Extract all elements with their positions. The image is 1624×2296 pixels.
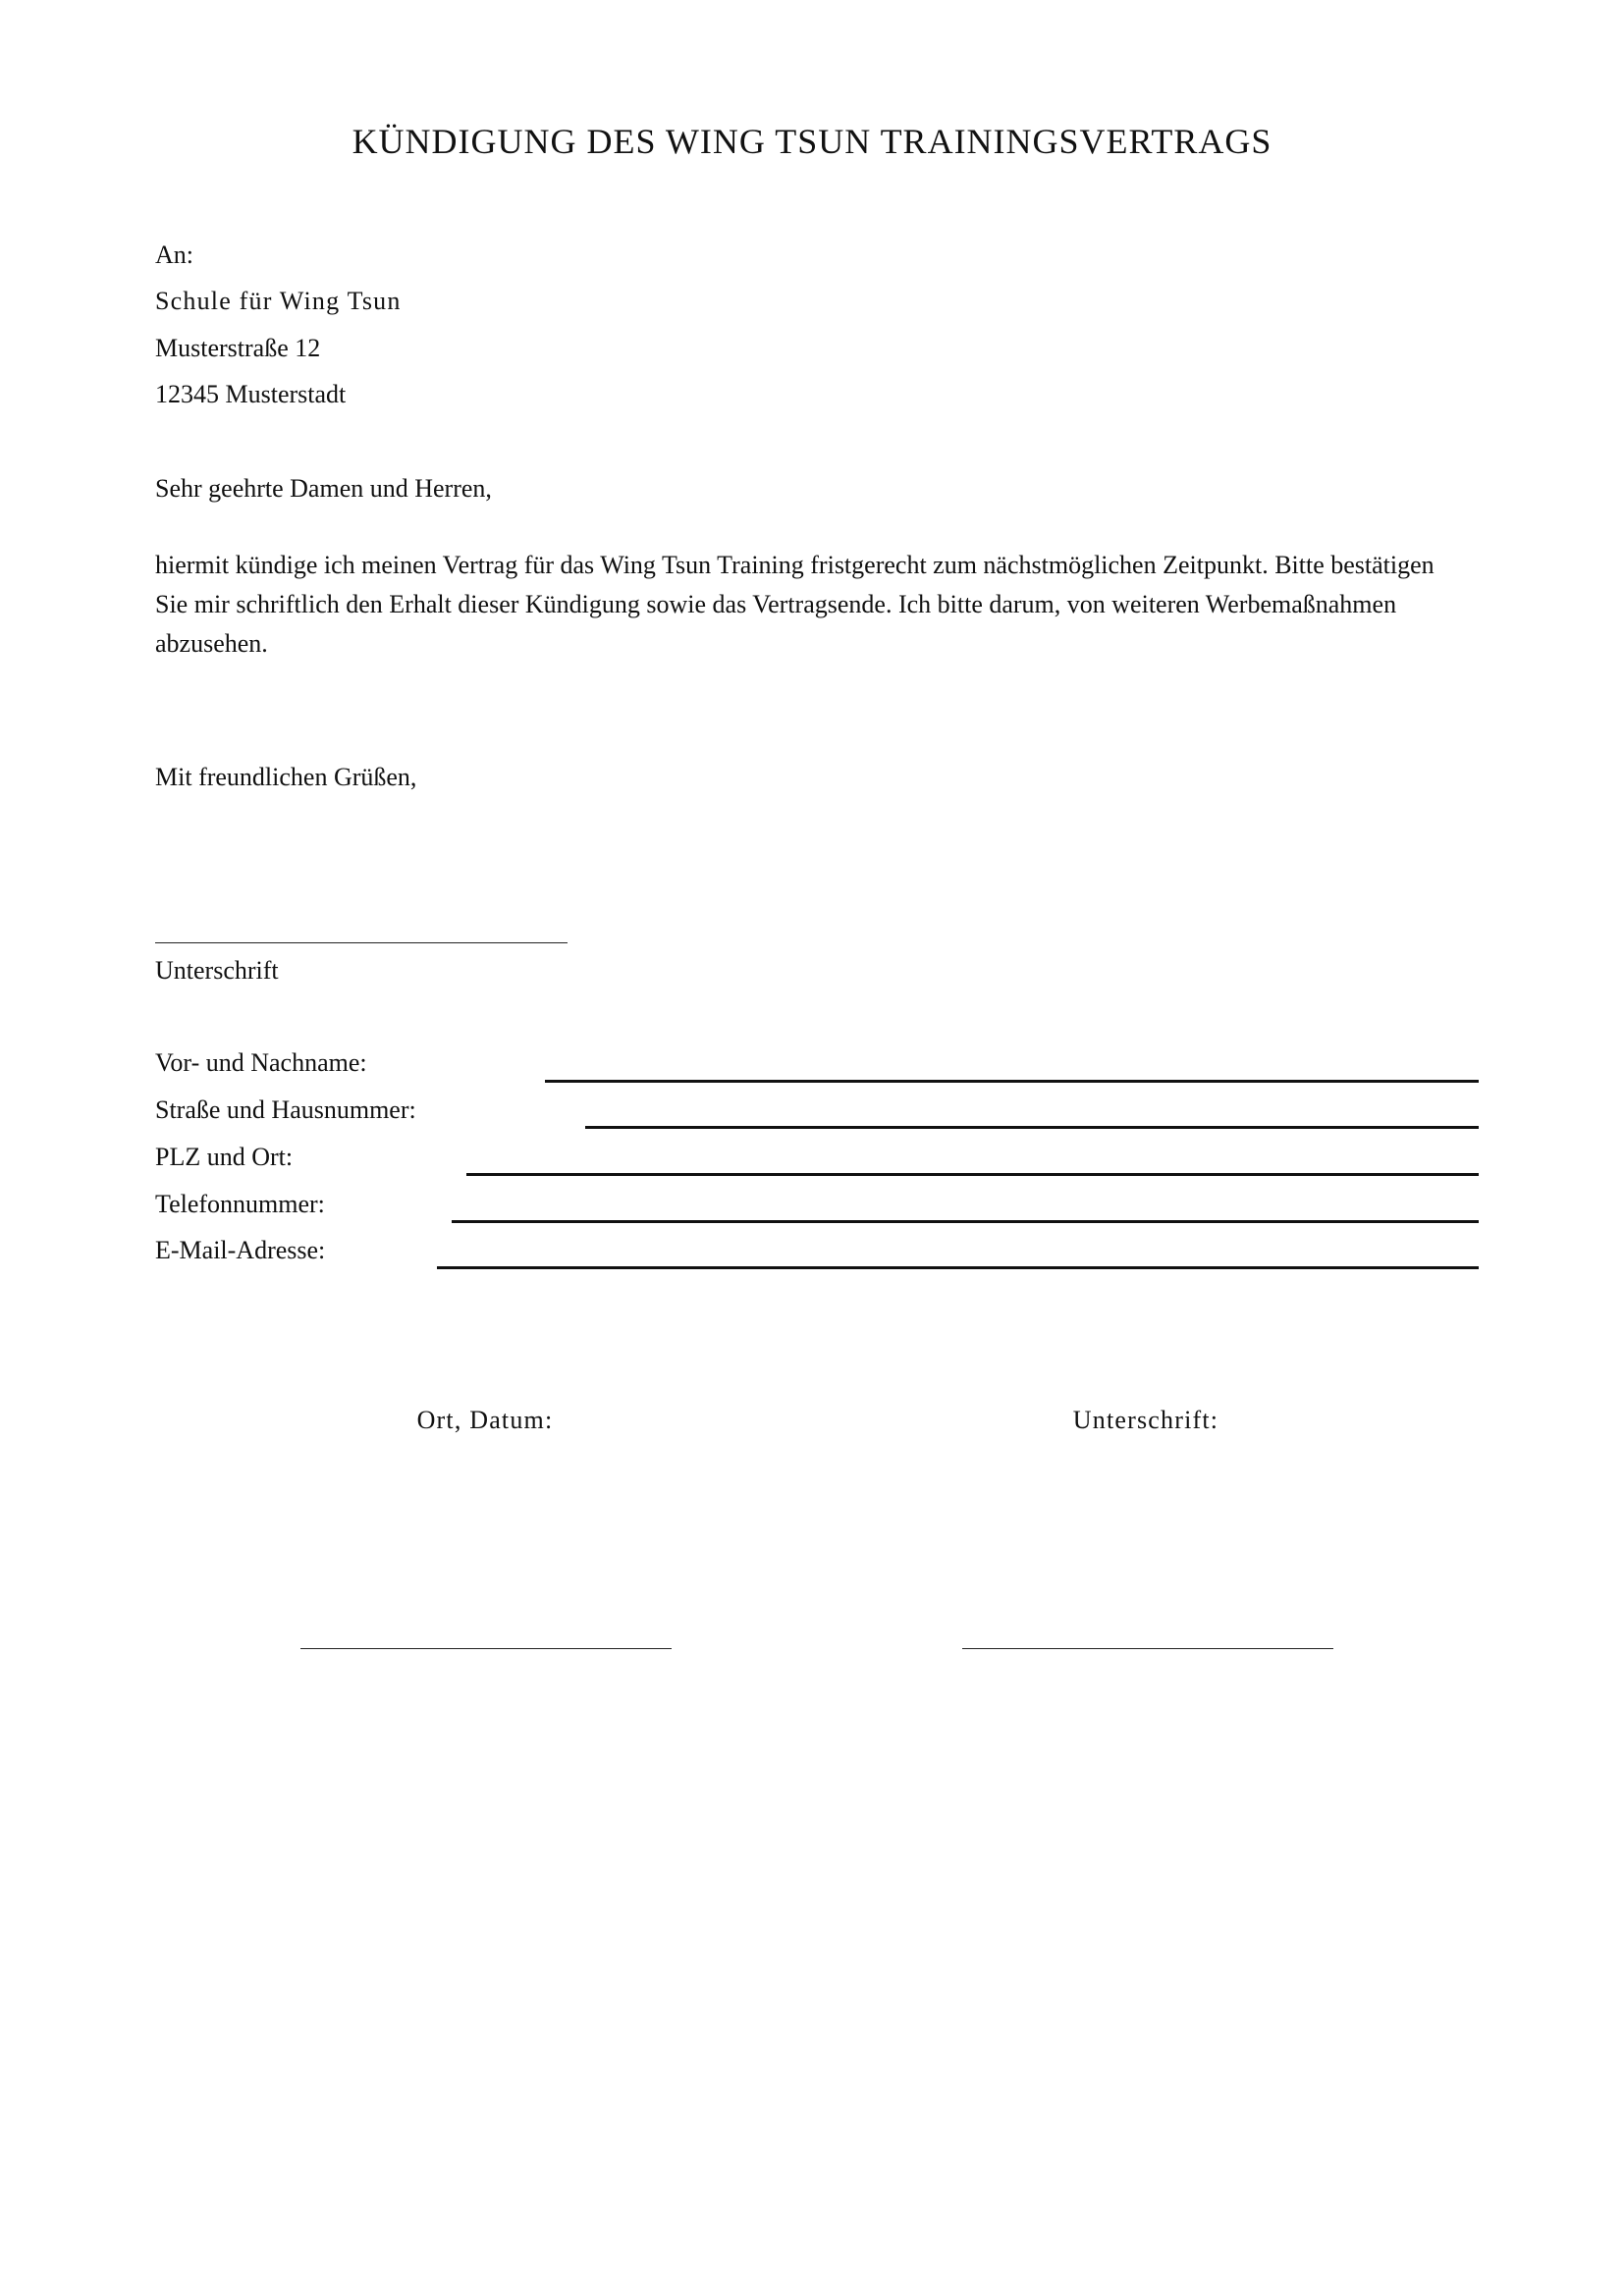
signature-label: Unterschrift [155,956,279,985]
field-line-phone[interactable] [452,1220,1479,1223]
field-line-name[interactable] [545,1080,1479,1083]
field-line-email[interactable] [437,1266,1479,1269]
field-line-street[interactable] [585,1126,1479,1129]
document-title: KÜNDIGUNG DES WING TSUN TRAININGSVERTRAGS [352,122,1272,161]
field-label-street: Straße und Hausnummer: [155,1095,416,1124]
recipient-prefix: An: [155,240,193,269]
signature-line[interactable] [155,942,568,943]
field-label-email: E-Mail-Adresse: [155,1236,326,1264]
footer-signature-label: Unterschrift: [1072,1406,1219,1434]
footer-signature-line[interactable] [962,1648,1333,1649]
salutation: Sehr geehrte Damen und Herren, [155,474,492,503]
body-paragraph: hiermit kündige ich meinen Vertrag für das Wing Tsun Training fristgerecht zum nächstmöglichen Zeitpunkt. Bitte bestätigen Sie mir schriftlich den Erhalt dieser Kündigung sowie das Vertragsende. Ich bitte darum, von weiteren Werbemaßnahmen abzusehen. [155,551,1435,658]
place-date-label: Ort, Datum: [416,1406,554,1434]
recipient-name: Schule für Wing Tsun [155,287,402,315]
recipient-city: 12345 Musterstadt [155,380,347,408]
field-label-name: Vor- und Nachname: [155,1048,367,1077]
field-line-zip-city[interactable] [466,1173,1479,1176]
field-label-phone: Telefonnummer: [155,1190,325,1218]
place-date-line[interactable] [300,1648,672,1649]
recipient-street: Musterstraße 12 [155,334,321,362]
closing: Mit freundlichen Grüßen, [155,763,417,791]
field-label-zip-city: PLZ und Ort: [155,1143,294,1171]
